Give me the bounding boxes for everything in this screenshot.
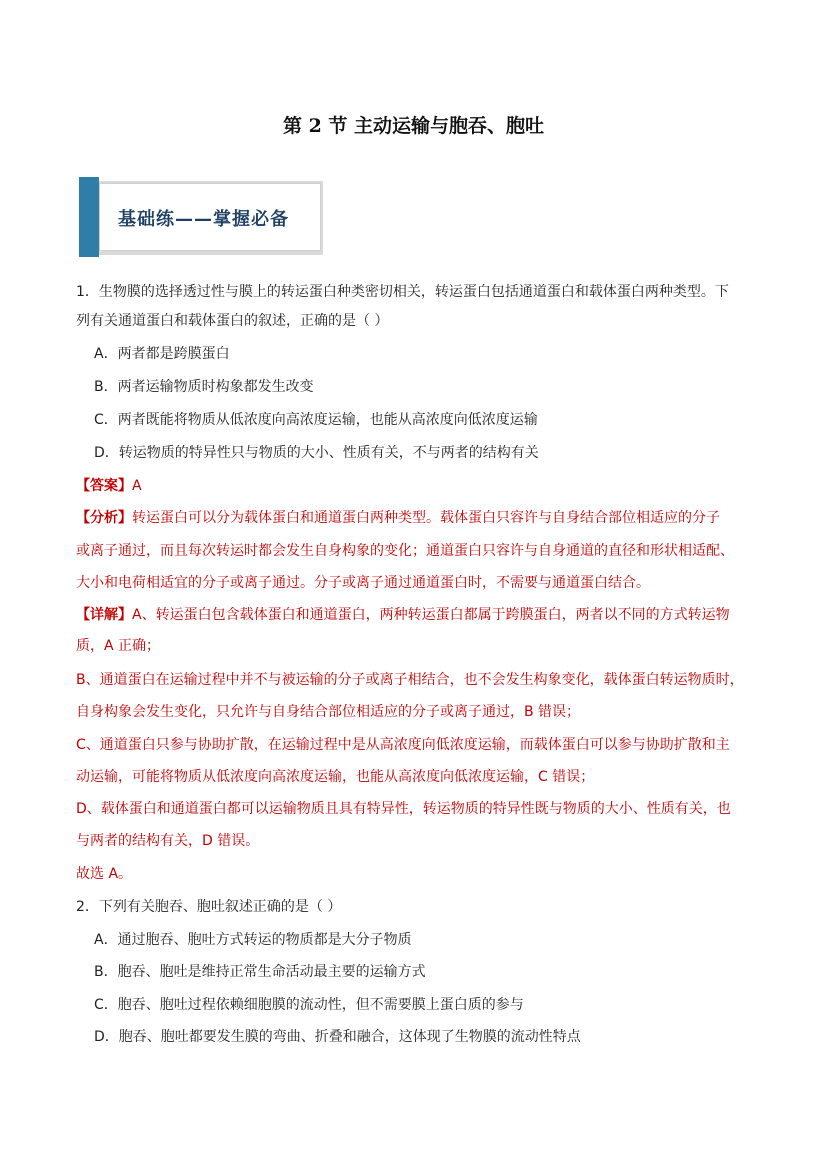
q1-conclusion: 故选 A。	[76, 866, 133, 882]
q1-stem-line-2: 列有关通道蛋白和载体蛋白的叙述，正确的是（ ）	[76, 313, 389, 329]
detail-text: A、转运蛋白包含载体蛋白和通道蛋白，两种转运蛋白都属于跨膜蛋白，两者以不同的方式转运物	[132, 607, 730, 623]
page-title: 第 2 节 主动运输与胞吞、胞吐	[282, 115, 545, 137]
q1-detail-line-4: 自身构象会发生变化，只允许与自身结合部位相适应的分子或离子通过，B 错误；	[76, 704, 581, 720]
q1-option-a: A．两者都是跨膜蛋白	[94, 346, 230, 362]
q2-stem: 2．下列有关胞吞、胞吐叙述正确的是（ ）	[76, 899, 342, 915]
q2-option-c: C．胞吞、胞吐过程依赖细胞膜的流动性，但不需要膜上蛋白质的参与	[94, 997, 524, 1013]
q1-detail-line-6: 动运输，可能将物质从低浓度向高浓度运输，也能从高浓度向低浓度运输，C 错误；	[76, 769, 595, 785]
q2-option-a: A．通过胞吞、胞吐方式转运的物质都是大分子物质	[94, 932, 412, 948]
q1-option-b: B．两者运输物质时构象都发生改变	[94, 379, 314, 395]
analysis-text: 转运蛋白可以分为载体蛋白和通道蛋白两种类型。载体蛋白只容许与自身结合部位相适应的分子	[132, 510, 720, 526]
answer-value: A	[132, 478, 142, 494]
q1-detail-line-3: B、通道蛋白在运输过程中并不与被运输的分子或离子相结合，也不会发生构象变化，载体蛋白转运物质时，	[76, 672, 744, 688]
q1-analysis-line-1	[76, 508, 766, 528]
q1-detail-line-8: 与两者的结构有关，D 错误。	[76, 833, 260, 849]
q1-detail-line-1	[76, 605, 766, 625]
banner-accent-bar	[79, 177, 99, 257]
q1-detail-line-5: C、通道蛋白只参与协助扩散，在运输过程中是从高浓度向低浓度运输，而载体蛋白可以参与协助扩散和主	[76, 737, 730, 753]
q1-analysis-line-3: 大小和电荷相适宜的分子或离子通过。分子或离子通过通道蛋白时，不需要与通道蛋白结合。	[76, 575, 650, 591]
banner-label: 基础练——掌握必备	[118, 209, 289, 230]
detail-tag: 【详解】	[76, 607, 132, 623]
q1-detail-line-7: D、载体蛋白和通道蛋白都可以运输物质且具有特异性，转运物质的特异性既与物质的大小、性质有关，也	[76, 801, 731, 817]
q1-analysis-line-2: 或离子通过，而且每次转运时都会发生自身构象的变化；通道蛋白只容许与自身通道的直径和形状相适配、	[76, 543, 734, 559]
answer-tag: 【答案】	[76, 478, 132, 494]
q1-detail-line-2: 质，A 正确；	[76, 638, 161, 654]
q1-stem-line-1: 1．生物膜的选择透过性与膜上的转运蛋白种类密切相关，转运蛋白包括通道蛋白和载体蛋白两种类型。下	[76, 284, 729, 300]
section-banner	[79, 177, 323, 257]
q1-answer	[76, 476, 766, 496]
q2-option-d: D．胞吞、胞吐都要发生膜的弯曲、折叠和融合，这体现了生物膜的流动性特点	[94, 1029, 581, 1045]
q1-option-d: D．转运物质的特异性只与物质的大小、性质有关，不与两者的结构有关	[94, 445, 539, 461]
analysis-tag: 【分析】	[76, 510, 132, 526]
q1-option-c: C．两者既能将物质从低浓度向高浓度运输，也能从高浓度向低浓度运输	[94, 412, 538, 428]
q2-option-b: B．胞吞、胞吐是维持正常生命活动最主要的运输方式	[94, 964, 426, 980]
